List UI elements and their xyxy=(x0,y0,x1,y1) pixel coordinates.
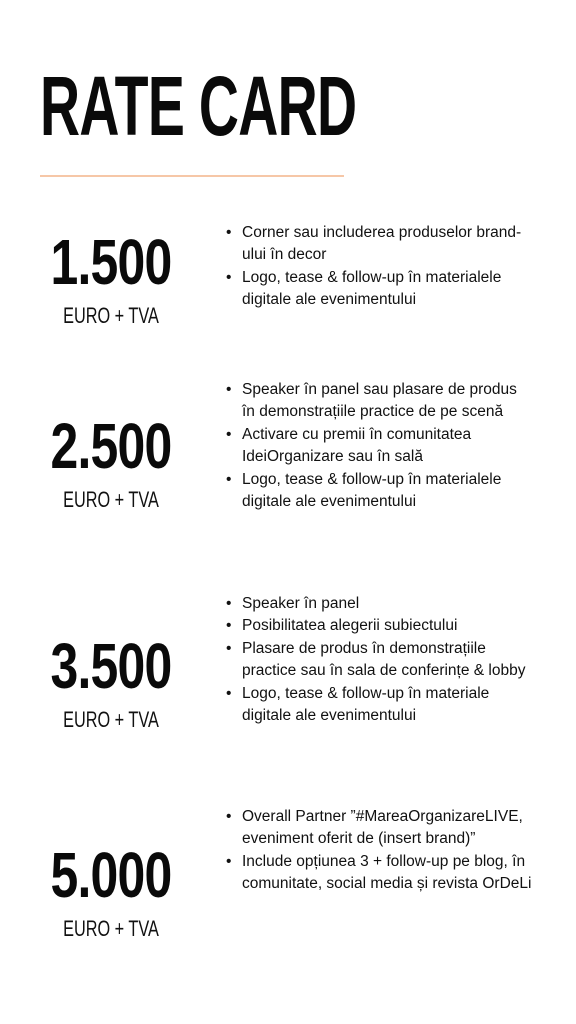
feature-text: Overall Partner ”#MareaOrganizareLIVE, eveniment oferit de (insert brand)” xyxy=(242,808,523,848)
title-divider xyxy=(40,175,344,177)
price-block xyxy=(30,227,192,329)
bullet-icon: • xyxy=(226,224,232,241)
bullet-icon: • xyxy=(226,808,232,825)
feature-list xyxy=(223,222,533,312)
bullet-icon: • xyxy=(226,425,232,443)
feature-text: Posibilitatea alegerii subiectului xyxy=(242,617,458,635)
feature-text: Plasare de produs în demonstrațiile practice sau în sala de conferințe & lobby xyxy=(242,639,526,680)
price-unit: EURO + TVA xyxy=(63,707,159,732)
feature-list xyxy=(223,593,533,727)
price-unit: EURO + TVA xyxy=(63,487,159,512)
feature-text: Include opțiunea 3 + follow-up pe blog, în comunitate, social media și revista OrDeLi xyxy=(242,852,532,893)
price: 3.500 xyxy=(50,630,172,702)
price-block xyxy=(30,411,192,513)
bullet-icon: • xyxy=(226,639,232,657)
price-unit: EURO + TVA xyxy=(63,916,159,941)
page-title: RATE CARD xyxy=(40,59,357,153)
feature-item xyxy=(223,267,533,312)
feature-item xyxy=(223,424,533,469)
feature-item xyxy=(223,615,533,637)
price: 2.500 xyxy=(50,410,172,482)
feature-item xyxy=(223,469,533,514)
bullet-icon: • xyxy=(226,470,232,488)
feature-list xyxy=(223,806,533,896)
price: 1.500 xyxy=(50,226,172,298)
feature-list xyxy=(223,379,533,513)
feature-item xyxy=(223,683,533,728)
feature-item xyxy=(223,593,533,615)
bullet-icon: • xyxy=(226,617,232,635)
price-block xyxy=(30,631,192,733)
feature-item xyxy=(223,379,533,424)
bullet-icon: • xyxy=(226,595,232,612)
bullet-icon: • xyxy=(226,684,232,702)
price-block xyxy=(30,840,192,942)
feature-text: Speaker în panel sau plasare de produs în demonstrațiile practice de pe scenă xyxy=(242,381,517,421)
feature-item xyxy=(223,851,533,896)
feature-item xyxy=(223,638,533,683)
feature-text: Activare cu premii în comunitatea IdeiOrganizare sau în sală xyxy=(242,425,472,466)
bullet-icon: • xyxy=(226,268,232,286)
feature-text: Logo, tease & follow-up în materialele digitale ale evenimentului xyxy=(242,268,502,309)
bullet-icon: • xyxy=(226,381,232,398)
bullet-icon: • xyxy=(226,852,232,870)
price: 5.000 xyxy=(50,839,172,911)
price-unit: EURO + TVA xyxy=(63,303,159,328)
feature-text: Logo, tease & follow-up în materiale digitale ale evenimentului xyxy=(242,684,490,725)
feature-item xyxy=(223,222,533,267)
feature-item xyxy=(223,806,533,851)
feature-text: Logo, tease & follow-up în materialele digitale ale evenimentului xyxy=(242,470,502,511)
feature-text: Corner sau includerea produselor brand-ului în decor xyxy=(242,224,522,264)
feature-text: Speaker în panel xyxy=(242,595,360,612)
